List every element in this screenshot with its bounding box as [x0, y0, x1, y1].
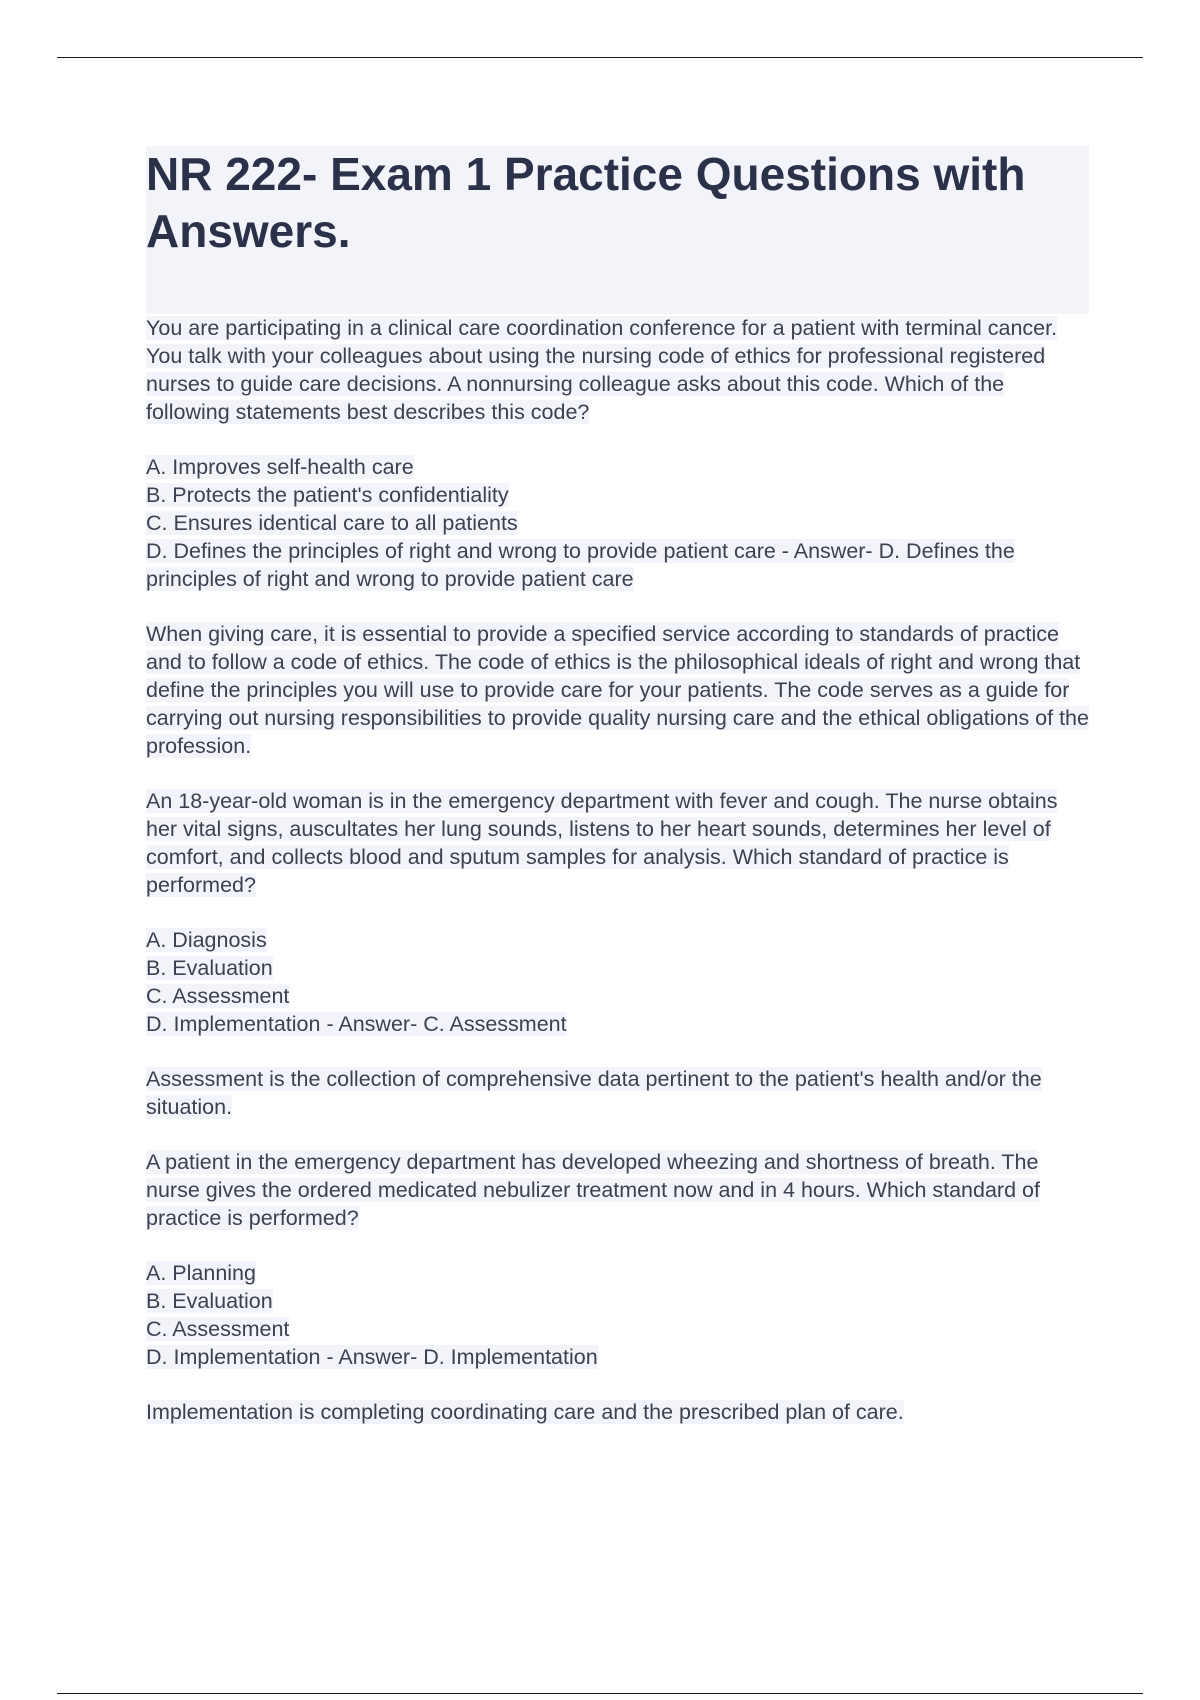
explanation-3 [146, 1398, 1089, 1426]
options-2 [146, 926, 1089, 1038]
option-1c: C. Ensures identical care to all patients [146, 511, 518, 535]
option-2b: B. Evaluation [146, 956, 273, 980]
option-3d-answer: D. Implementation - Answer- D. Implementation [146, 1345, 598, 1369]
document-title: NR 222- Exam 1 Practice Questions with Answers. [146, 148, 1026, 257]
bottom-rule [57, 1693, 1143, 1694]
question-2 [146, 787, 1089, 899]
option-1a: A. Improves self-health care [146, 455, 414, 479]
explanation-1-text: When giving care, it is essential to provide a specified service according to standards of practice and to follow a code of ethics. The code of ethics is the philosophical ideals of right and wrong that define the principles you will use to provide care for your patients. The code serves as a guide for carrying out nursing responsibilities to provide quality nursing care and the ethical obligations of the profession. [146, 622, 1089, 758]
explanation-3-text: Implementation is completing coordinating care and the prescribed plan of care. [146, 1400, 904, 1424]
option-1d-answer: D. Defines the principles of right and wrong to provide patient care - Answer- D. Defines the principles of right and wrong to provide patient care [146, 539, 1015, 591]
option-3c: C. Assessment [146, 1317, 290, 1341]
options-3 [146, 1259, 1089, 1371]
option-3a: A. Planning [146, 1261, 256, 1285]
options-1 [146, 453, 1089, 593]
option-2d-answer: D. Implementation - Answer- C. Assessment [146, 1012, 567, 1036]
option-3b: B. Evaluation [146, 1289, 273, 1313]
title-block [146, 146, 1089, 314]
question-3 [146, 1148, 1089, 1232]
document-body [146, 146, 1089, 1426]
explanation-2-text: Assessment is the collection of comprehensive data pertinent to the patient's health and/or the situation. [146, 1067, 1042, 1119]
question-1-text: You are participating in a clinical care coordination conference for a patient with terminal cancer. You talk with your colleagues about using the nursing code of ethics for professional registered nurses to guide care decisions. A nonnursing colleague asks about this code. Which of the following statements best describes this code? [146, 316, 1058, 424]
option-1b: B. Protects the patient's confidentiality [146, 483, 509, 507]
option-2a: A. Diagnosis [146, 928, 267, 952]
explanation-1 [146, 620, 1089, 760]
top-rule [57, 57, 1143, 58]
explanation-2 [146, 1065, 1089, 1121]
question-1 [146, 314, 1089, 426]
question-2-text: An 18-year-old woman is in the emergency department with fever and cough. The nurse obtains her vital signs, auscultates her lung sounds, listens to her heart sounds, determines her level of comfort, and collects blood and sputum samples for analysis. Which standard of practice is performed? [146, 789, 1058, 897]
option-2c: C. Assessment [146, 984, 290, 1008]
question-3-text: A patient in the emergency department has developed wheezing and shortness of breath. The nurse gives the ordered medicated nebulizer treatment now and in 4 hours. Which standard of practice is performed? [146, 1150, 1040, 1230]
